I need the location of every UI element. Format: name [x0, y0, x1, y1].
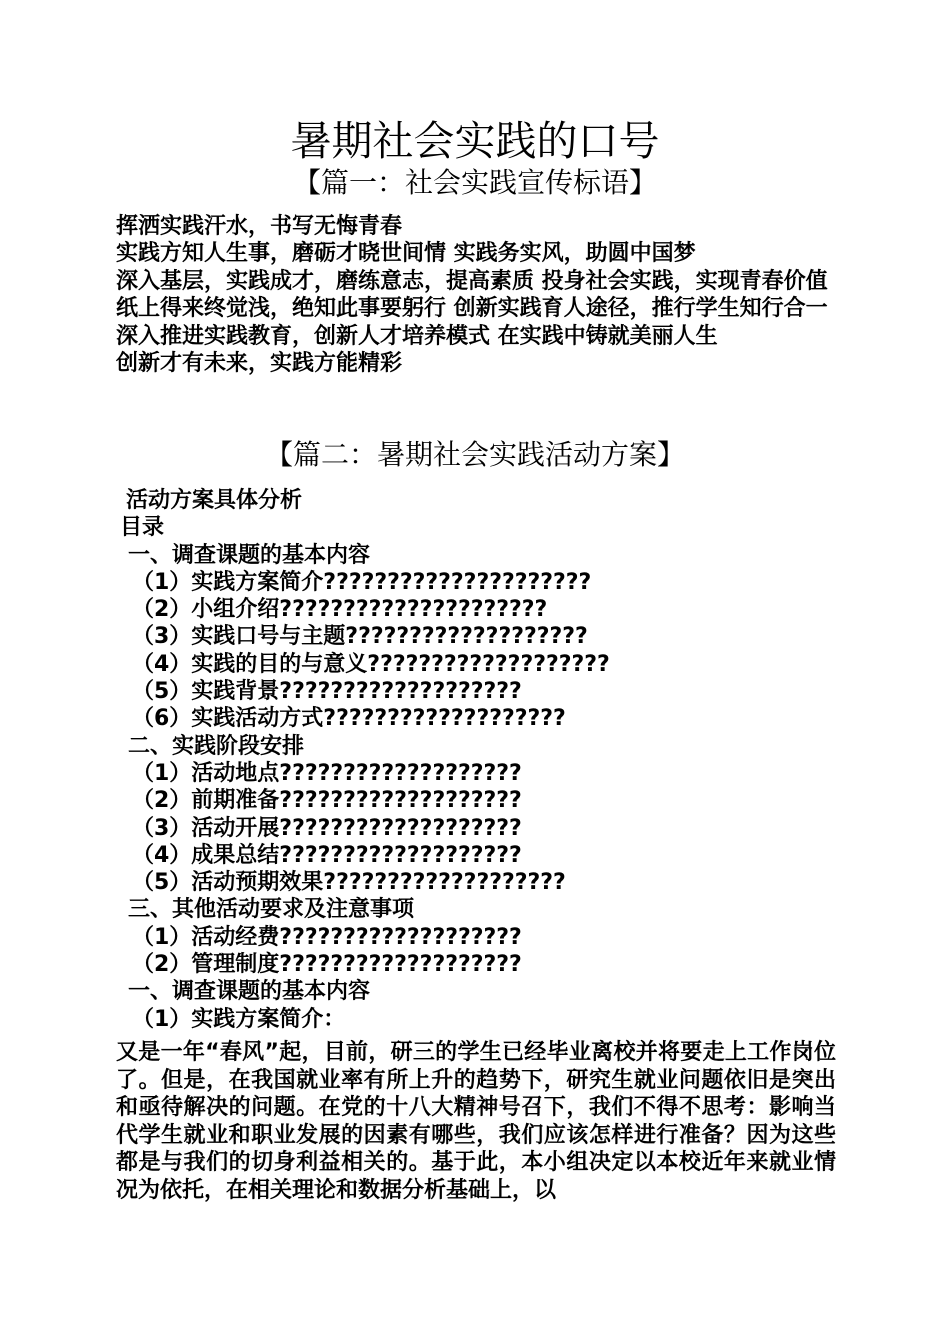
toc-part-heading: 二、实践阶段安排 — [128, 733, 305, 759]
toc-item: （1）实践方案简介????????????????????? — [132, 569, 592, 595]
slogan-item: 纸上得来终觉浅，绝知此事要躬行 创新实践育人途径，推行学生知行合一 深入推进实践教育，创新人才培养模式 在实践中铸就美丽人生 — [116, 296, 828, 349]
body-paragraph: 又是一年“春风”起，目前，研三的学生已经毕业离校并将要走上工作岗位了。但是，在我国就业率有所上升的趋势下，研究生就业问题依旧是突出和亟待解决的问题。在党的十八大精神号召下，我们不得不思考：影响当代学生就业和职业发展的因素有哪些，我们应该怎样进行准备？因为这些都是与我们的切身利益相关的。基于此，本小组决定以本校近年来就业情况为依托，在相关理论和数据分析基础上，以 — [116, 1040, 836, 1203]
content-heading: 一、调查课题的基本内容 — [128, 979, 371, 1005]
section-heading-2: 【篇二：暑期社会实践活动方案】 — [264, 438, 685, 471]
toc-item: （3）实践口号与主题??????????????????? — [132, 624, 588, 650]
toc-item: （2）小组介绍????????????????????? — [132, 597, 548, 623]
toc-item: （6）实践活动方式??????????????????? — [132, 706, 566, 732]
document-title: 暑期社会实践的口号 — [290, 117, 660, 165]
toc-intro: 活动方案具体分析 — [126, 488, 303, 513]
toc-item: （5）实践背景??????????????????? — [132, 679, 522, 705]
slogan-list — [116, 213, 836, 377]
toc-item: （3）活动开展??????????????????? — [132, 815, 522, 841]
content-subheading: （1）实践方案简介： — [132, 1006, 346, 1032]
toc-item: （2）前期准备??????????????????? — [132, 788, 522, 814]
toc-item: （4）实践的目的与意义??????????????????? — [132, 651, 610, 677]
toc-item: （5）活动预期效果??????????????????? — [132, 870, 566, 896]
toc-item: （1）活动地点??????????????????? — [132, 760, 522, 786]
toc-label: 目录 — [120, 515, 165, 541]
slogan-item: 实践方知人生事，磨砺才晓世间情 实践务实风，助圆中国梦 — [116, 241, 696, 267]
toc-item: （1）活动经费??????????????????? — [132, 924, 522, 950]
slogan-item: 挥洒实践汗水，书写无悔青春 — [116, 214, 403, 239]
table-of-contents — [116, 487, 836, 1033]
toc-item: （4）成果总结??????????????????? — [132, 842, 522, 868]
toc-item: （2）管理制度??????????????????? — [132, 952, 522, 978]
toc-part-heading: 一、调查课题的基本内容 — [128, 542, 371, 568]
slogan-item: 深入基层，实践成才，磨练意志，提高素质 投身社会实践，实现青春价值 — [116, 268, 828, 294]
toc-part-heading: 三、其他活动要求及注意事项 — [128, 897, 415, 923]
slogan-item: 创新才有未来，实践方能精彩 — [116, 351, 403, 377]
section-heading-1: 【篇一：社会实践宣传标语】 — [292, 166, 657, 199]
